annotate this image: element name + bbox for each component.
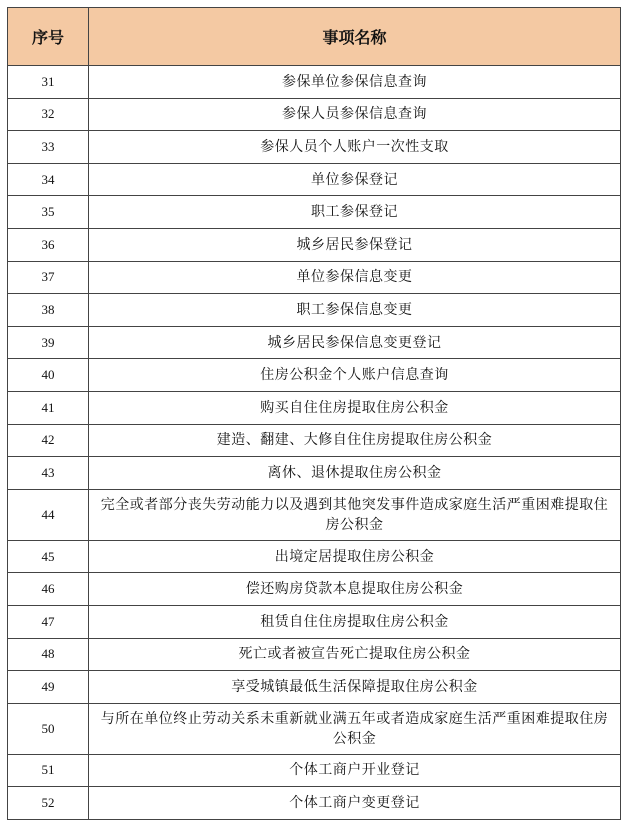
row-item-name: 参保人员参保信息查询 [89,98,621,131]
row-item-name: 个体工商户变更登记 [89,787,621,820]
row-item-name: 建造、翻建、大修自住住房提取住房公积金 [89,424,621,457]
row-number: 45 [8,540,89,573]
table-row [8,605,621,638]
row-item-name: 与所在单位终止劳动关系未重新就业满五年或者造成家庭生活严重困难提取住房公积金 [89,703,621,754]
row-number: 50 [8,703,89,754]
row-number: 31 [8,66,89,99]
table-row [8,261,621,294]
header-row [8,8,621,66]
row-number: 34 [8,163,89,196]
table-row [8,457,621,490]
table-row [8,787,621,820]
row-item-name: 享受城镇最低生活保障提取住房公积金 [89,671,621,704]
row-number: 38 [8,294,89,327]
table-row [8,573,621,606]
row-number: 37 [8,261,89,294]
row-number: 49 [8,671,89,704]
row-number: 52 [8,787,89,820]
row-number: 40 [8,359,89,392]
table-row [8,196,621,229]
row-number: 42 [8,424,89,457]
table-row [8,754,621,787]
row-item-name: 城乡居民参保登记 [89,228,621,261]
table-row [8,326,621,359]
row-item-name: 住房公积金个人账户信息查询 [89,359,621,392]
table-row [8,671,621,704]
row-item-name: 单位参保登记 [89,163,621,196]
table-row [8,638,621,671]
table-row [8,391,621,424]
header-index: 序号 [8,8,89,66]
row-item-name: 完全或者部分丧失劳动能力以及遇到其他突发事件造成家庭生活严重困难提取住房公积金 [89,489,621,540]
row-item-name: 出境定居提取住房公积金 [89,540,621,573]
row-item-name: 购买自住住房提取住房公积金 [89,391,621,424]
row-number: 47 [8,605,89,638]
row-number: 36 [8,228,89,261]
table-row [8,98,621,131]
row-number: 32 [8,98,89,131]
row-number: 43 [8,457,89,490]
table-row [8,228,621,261]
row-item-name: 参保单位参保信息查询 [89,66,621,99]
row-item-name: 租赁自住住房提取住房公积金 [89,605,621,638]
table-row [8,294,621,327]
row-item-name: 参保人员个人账户一次性支取 [89,131,621,164]
header-item-name: 事项名称 [89,8,621,66]
table-row [8,66,621,99]
items-table [7,7,621,820]
row-item-name: 单位参保信息变更 [89,261,621,294]
table-row [8,131,621,164]
table-row [8,359,621,392]
table-header [8,8,621,66]
row-item-name: 偿还购房贷款本息提取住房公积金 [89,573,621,606]
table-row [8,489,621,540]
row-item-name: 离休、退休提取住房公积金 [89,457,621,490]
row-number: 44 [8,489,89,540]
row-item-name: 个体工商户开业登记 [89,754,621,787]
row-number: 35 [8,196,89,229]
row-item-name: 职工参保登记 [89,196,621,229]
document-page [7,7,620,820]
row-item-name: 死亡或者被宣告死亡提取住房公积金 [89,638,621,671]
table-row [8,703,621,754]
row-item-name: 城乡居民参保信息变更登记 [89,326,621,359]
table-row [8,163,621,196]
table-body [8,66,621,820]
table-row [8,424,621,457]
row-item-name: 职工参保信息变更 [89,294,621,327]
row-number: 41 [8,391,89,424]
row-number: 33 [8,131,89,164]
table-row [8,540,621,573]
row-number: 48 [8,638,89,671]
row-number: 39 [8,326,89,359]
row-number: 51 [8,754,89,787]
row-number: 46 [8,573,89,606]
